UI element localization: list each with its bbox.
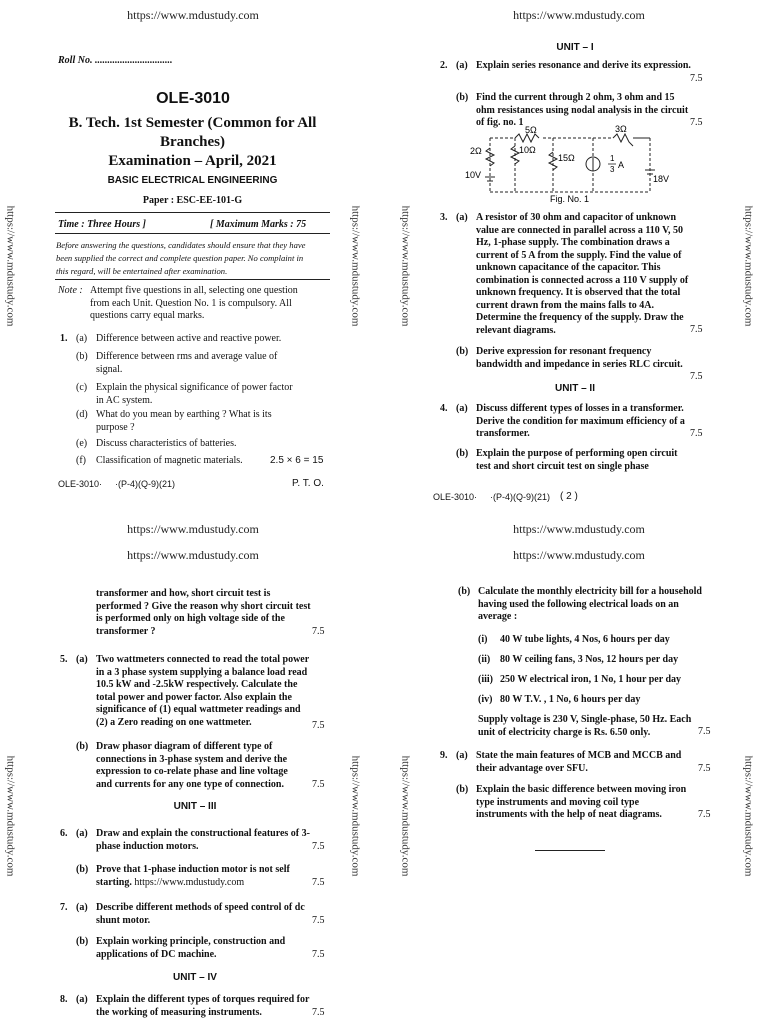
q6a-label: (a) xyxy=(76,828,88,839)
text-line: instruments with the help of neat diagrams. xyxy=(476,809,662,820)
exam-title: Examination – April, 2021 xyxy=(108,153,277,169)
marks: 7.5 xyxy=(312,779,325,790)
side-url-6: https://www.mdustudy.com xyxy=(349,755,362,877)
q5a-text xyxy=(96,654,309,729)
text-line: ohm resistances using nodal analysis in the circuit xyxy=(476,104,689,116)
divider xyxy=(55,233,330,234)
q9b-label: (b) xyxy=(456,784,469,795)
text-line: relevant diagrams. xyxy=(476,324,556,336)
load-label: (iii) xyxy=(478,674,493,685)
marks: 7.5 xyxy=(698,763,711,774)
q1a-label: (a) xyxy=(76,333,88,344)
q8b-text xyxy=(478,586,702,624)
label-source-num: 1 xyxy=(610,154,615,163)
text-line: unknown capacitance of the capacitor. This xyxy=(476,262,661,273)
marks: 7.5 xyxy=(312,841,325,852)
footer-page-number: ( 2 ) xyxy=(560,491,578,502)
q1f-text: Classification of magnetic materials. xyxy=(96,455,243,466)
text-line: shunt motor. xyxy=(96,914,151,926)
note-text xyxy=(90,285,298,323)
q1c-label: (c) xyxy=(76,382,88,393)
middle-url-right-2: https://www.mdustudy.com xyxy=(513,548,645,562)
q2a-label: (a) xyxy=(456,60,468,71)
q9b-text xyxy=(476,784,686,822)
text-line: transformer and how, short circuit test is xyxy=(96,588,271,599)
resistor-5-ohm xyxy=(515,134,539,142)
q1e-text: Discuss characteristics of batteries. xyxy=(96,438,237,449)
load-text: 80 W T.V. , 1 No, 6 hours per day xyxy=(500,694,641,705)
marks: 7.5 xyxy=(312,626,325,637)
text-line: performed ? Give the reason why short circuit test xyxy=(96,600,311,612)
middle-url-right: https://www.mdustudy.com xyxy=(513,522,645,536)
unit-heading: UNIT – III xyxy=(173,801,217,812)
text-line: having used the following electrical loads on an xyxy=(478,598,679,610)
q1d-text2: purpose ? xyxy=(96,422,135,433)
note-line: Attempt five questions in all, selecting one question xyxy=(90,285,298,296)
divider xyxy=(55,212,330,213)
side-url-3: https://www.mdustudy.com xyxy=(399,205,412,327)
text-line: current drawn from the mains falls to 4A. xyxy=(476,299,654,311)
question-number: 8. xyxy=(60,994,68,1005)
label-18v: 18V xyxy=(653,174,670,184)
marks: 7.5 xyxy=(312,949,325,960)
q1b-text2: signal. xyxy=(96,364,123,375)
paper-code: Paper : ESC-EE-101-G xyxy=(142,195,243,206)
marks: 7.5 xyxy=(698,726,711,737)
q7b-label: (b) xyxy=(76,936,89,947)
text-line: value are connected in parallel across a 110 V, 50 xyxy=(476,224,684,236)
text-line: Hz, 1-phase supply. The combination draws a xyxy=(476,237,670,248)
text-line: Two wattmeters connected to read the total power xyxy=(96,654,310,665)
text-line: State the main features of MCB and MCCB and xyxy=(476,750,682,761)
text-line: transformer ? xyxy=(96,625,156,637)
q1b-text: Difference between rms and average value of xyxy=(96,351,278,362)
side-url-5: https://www.mdustudy.com xyxy=(4,755,17,877)
unit-heading: UNIT – II xyxy=(554,383,595,394)
text-line: test and short circuit test on single phase xyxy=(476,460,649,472)
q4b-label: (b) xyxy=(456,448,469,459)
marks: 7.5 xyxy=(312,877,325,888)
instructions xyxy=(56,239,331,278)
marks: 7.5 xyxy=(698,809,711,820)
q1c-text2: in AC system. xyxy=(96,395,153,406)
text-line: unknown frequency. It is observed that the total xyxy=(476,287,681,298)
instruction-line: this regard, will be entertained after examination. xyxy=(56,266,228,276)
text-line: current of 5 A from the supply. Find the value of xyxy=(476,249,682,261)
q6b-label: (b) xyxy=(76,864,89,875)
q4b-text xyxy=(476,448,677,473)
roll-no: Roll No. ............................... xyxy=(58,55,173,66)
unit-heading: UNIT – IV xyxy=(173,972,217,983)
q1f-label: (f) xyxy=(76,455,86,466)
question-number: 1. xyxy=(60,333,68,344)
text-line: of fig. no. 1 xyxy=(476,117,524,128)
q3b-label: (b) xyxy=(456,346,469,357)
text-line: bandwidth and impedance in series RLC circuit. xyxy=(476,358,683,370)
text-line: Draw and explain the constructional features of 3- xyxy=(96,828,310,839)
text-line: Prove that 1-phase induction motor is not self xyxy=(96,864,290,875)
inline-url: https://www.mdustudy.com xyxy=(134,876,245,888)
footer-code: OLE-3010· xyxy=(58,479,103,489)
text-line: Explain the different types of torques required for xyxy=(96,994,310,1005)
q5a-label: (a) xyxy=(76,654,88,665)
load-text: 80 W ceiling fans, 3 Nos, 12 hours per day xyxy=(500,654,679,665)
q1a-text: Difference between active and reactive power. xyxy=(96,333,282,344)
middle-url-left-2: https://www.mdustudy.com xyxy=(127,548,259,562)
text-line: Supply voltage is 230 V, Single-phase, 50 Hz. Each xyxy=(478,714,692,725)
marks: 7.5 xyxy=(690,73,703,84)
footer-series: ·(P-4)(Q-9)(21) xyxy=(490,492,550,502)
side-url-4: https://www.mdustudy.com xyxy=(742,205,755,327)
middle-url-left: https://www.mdustudy.com xyxy=(127,522,259,536)
note-label: Note : xyxy=(58,285,83,296)
label-10ohm: 10Ω xyxy=(519,145,536,155)
marks: 7.5 xyxy=(312,720,325,731)
text-line: Discuss different types of losses in a transformer. xyxy=(476,403,684,414)
q1b-label: (b) xyxy=(76,351,88,362)
text-line: Describe different methods of speed control of dc xyxy=(96,902,305,913)
figure-caption: Fig. No. 1 xyxy=(550,194,590,204)
label-5ohm: 5Ω xyxy=(525,125,537,135)
question-number: 6. xyxy=(60,828,68,839)
load-label: (iv) xyxy=(478,694,493,705)
text-line: Derive the condition for maximum efficiency of a xyxy=(476,415,685,427)
course-line-1: B. Tech. 1st Semester (Common for All xyxy=(68,115,317,131)
text-line: transformer. xyxy=(476,428,530,439)
q7a-text xyxy=(96,902,305,927)
q8a-label: (a) xyxy=(76,994,88,1005)
q8a-text xyxy=(96,994,309,1019)
q4b-continued xyxy=(96,588,311,638)
text-line: Derive expression for resonant frequency xyxy=(476,346,652,357)
text-line: expression to co-relate phase and line voltage xyxy=(96,766,288,777)
q6a-text xyxy=(96,828,310,853)
text-line: Find the current through 2 ohm, 3 ohm and 15 xyxy=(476,92,675,103)
q9a-label: (a) xyxy=(456,750,468,761)
text-line: Determine the frequency of the supply. Draw the xyxy=(476,312,684,323)
label-2ohm: 2Ω xyxy=(470,146,482,156)
circuit-diagram xyxy=(465,122,670,207)
text-line: A resistor of 30 ohm and capacitor of unknown xyxy=(476,212,677,223)
q7a-label: (a) xyxy=(76,902,88,913)
resistor-3-ohm xyxy=(613,134,633,146)
load-text: 40 W tube lights, 4 Nos, 6 hours per day xyxy=(500,634,670,645)
text-line: unit of electricity charge is Rs. 6.50 only. xyxy=(478,726,651,738)
q6b-text xyxy=(96,864,290,889)
text-line: (2) a Zero reading on one wattmeter. xyxy=(96,716,252,728)
side-url-1: https://www.mdustudy.com xyxy=(4,205,17,327)
text-line: phase induction motors. xyxy=(96,840,199,852)
text-line: Draw phasor diagram of different type of xyxy=(96,741,273,752)
marks: 7.5 xyxy=(690,428,703,439)
load-text: 250 W electrical iron, 1 No, 1 hour per day xyxy=(500,674,682,685)
note-line: questions carry equal marks. xyxy=(90,310,205,321)
question-number: 4. xyxy=(440,403,448,414)
text-line: total power and power factor. Also explain the xyxy=(96,691,292,703)
q1d-label: (d) xyxy=(76,409,88,420)
exam-code: OLE-3010 xyxy=(156,90,230,107)
text-line: type instruments and moving coil type xyxy=(476,796,640,808)
label-10v: 10V xyxy=(465,170,482,180)
text-line: Calculate the monthly electricity bill for a household xyxy=(478,586,702,597)
label-source-unit: A xyxy=(618,160,625,170)
footer-pto: P. T. O. xyxy=(292,478,324,489)
q3a-label: (a) xyxy=(456,212,468,223)
text-line: their advantage over SFU. xyxy=(476,762,588,774)
q5b-label: (b) xyxy=(76,741,89,752)
end-divider xyxy=(535,850,605,851)
marks: 7.5 xyxy=(312,915,325,926)
load-label: (i) xyxy=(478,634,488,645)
text-line: the working of measuring instruments. xyxy=(96,1006,262,1018)
marks: 7.5 xyxy=(690,371,703,382)
subject-title: BASIC ELECTRICAL ENGINEERING xyxy=(107,175,278,186)
label-15ohm: 15Ω xyxy=(558,153,575,163)
side-url-8: https://www.mdustudy.com xyxy=(742,755,755,877)
q2a-text: Explain series resonance and derive its expression. xyxy=(476,60,691,71)
text-line: Explain the basic difference between moving iron xyxy=(476,784,687,795)
marks: 7.5 xyxy=(690,117,703,128)
supply-text xyxy=(478,714,691,739)
label-3ohm: 3Ω xyxy=(615,124,627,134)
footer-code: OLE-3010· xyxy=(433,492,478,502)
marks: 7.5 xyxy=(690,324,703,335)
text-line: Explain working principle, construction and xyxy=(96,936,286,947)
side-url-2: https://www.mdustudy.com xyxy=(349,205,362,327)
q7b-text xyxy=(96,936,285,961)
q5b-text xyxy=(96,741,288,791)
q3a-text xyxy=(476,212,688,337)
q1e-label: (e) xyxy=(76,438,88,449)
text-line: 10.5 kW and -2.5kW respectively. Calculate the xyxy=(96,679,298,690)
side-url-7: https://www.mdustudy.com xyxy=(399,755,412,877)
time-label: Time : Three Hours ] xyxy=(58,219,146,230)
divider xyxy=(55,279,330,280)
question-number: 7. xyxy=(60,902,68,913)
text-line: is performed only on high voltage side of the xyxy=(96,613,285,624)
text-line: significance of (1) equal wattmeter readings and xyxy=(96,704,301,715)
question-number: 5. xyxy=(60,654,68,665)
text-line: average : xyxy=(478,611,518,622)
q1d-text: What do you mean by earthing ? What is its xyxy=(96,409,272,420)
note-line: from each Unit. Question No. 1 is compulsory. All xyxy=(90,297,292,309)
course-line-2: Branches) xyxy=(160,134,225,150)
q8b-label: (b) xyxy=(458,586,471,597)
question-number: 2. xyxy=(440,60,448,71)
marks-label: [ Maximum Marks : 75 xyxy=(210,219,307,230)
text-line: starting. xyxy=(96,876,132,888)
instruction-line: Before answering the questions, candidates should ensure that they have xyxy=(56,240,306,250)
q1-marks: 2.5 × 6 = 15 xyxy=(270,455,324,466)
footer-series: ·(P-4)(Q-9)(21) xyxy=(115,479,175,489)
text-line: combination is connected across a 110 V supply of xyxy=(476,274,689,286)
question-number: 3. xyxy=(440,212,448,223)
text-line: Explain the purpose of performing open circuit xyxy=(476,448,678,459)
header-url-right: https://www.mdustudy.com xyxy=(513,8,645,22)
q4a-text xyxy=(476,403,685,441)
q2b-label: (b) xyxy=(456,92,469,103)
marks: 7.5 xyxy=(312,1007,325,1018)
q4a-label: (a) xyxy=(456,403,468,414)
instruction-line: been supplied the correct and complete question paper. No complaint in xyxy=(56,253,304,263)
text-line: connections in 3-phase system and derive the xyxy=(96,753,288,765)
unit-heading: UNIT – I xyxy=(556,42,594,53)
text-line: in a 3 phase system supplying a balance load read xyxy=(96,666,308,678)
q9a-text xyxy=(476,750,681,775)
text-line: and currents for any one type of connection. xyxy=(96,778,284,790)
q3b-text xyxy=(476,346,683,371)
load-label: (ii) xyxy=(478,654,491,665)
header-url-left: https://www.mdustudy.com xyxy=(127,8,259,22)
question-number: 9. xyxy=(440,750,448,761)
q1c-text: Explain the physical significance of power factor xyxy=(96,382,293,393)
label-source-den: 3 xyxy=(610,165,615,174)
text-line: applications of DC machine. xyxy=(96,948,217,960)
